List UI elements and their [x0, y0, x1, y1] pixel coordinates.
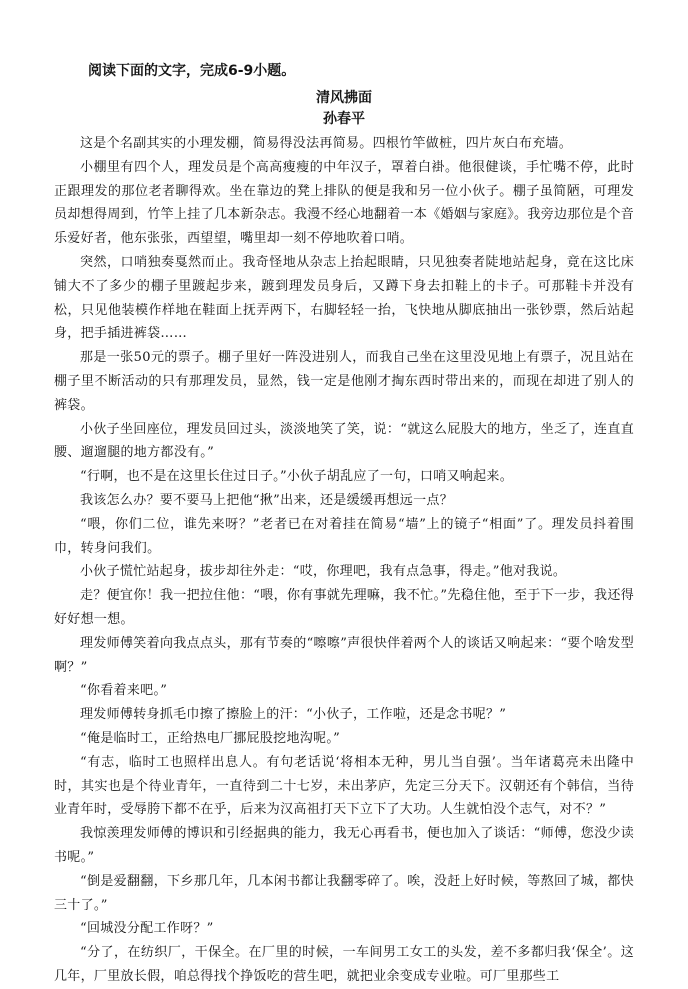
paragraph: 理发师傅转身抓毛巾擦了擦脸上的汗：“小伙子，工作啦，还是念书呢？”	[80, 707, 507, 723]
paragraph: 我该怎么办？要不要马上把他“揪”出来，还是缓缓再想远一点？	[80, 492, 453, 508]
story-title: 清风拂面	[316, 90, 372, 106]
paragraph: 突然，口哨独奏戛然而止。我奇怪地从杂志上抬起眼睛，只见独奏者陡地站起身，竟在这比床铺大不了多少的棚子里踱起步来，踱到理发员身后，又蹲下身去扣鞋上的卡子。可那鞋卡并没有松，只见他装模作样地在鞋面上抚弄两下，右脚轻轻一抬，飞快地从脚底抽出一张钞票，然后站起身，把手插进裤袋……	[54, 254, 634, 342]
paragraph: 这是个名副其实的小理发棚，简易得没法再简易。四根竹竿做桩，四片灰白布充墙。	[80, 136, 573, 151]
paragraph: “倒是爱翻翻，下乡那几年，几本闲书都让我翻零碎了。唉，没赶上好时候，等熬回了城，都快三十了。”	[54, 873, 634, 913]
paragraph: 小伙子坐回座位，理发员回过头，淡淡地笑了笑，说：“就这么屁股大的地方，坐乏了，连直直腰、遛遛腿的地方都没有。”	[54, 421, 634, 461]
story-author: 孙春平	[323, 111, 365, 127]
paragraph: “行啊，也不是在这里长住过日子。”小伙子胡乱应了一句，口哨又响起来。	[80, 469, 513, 485]
story-body	[54, 132, 634, 989]
paragraph: 我惊羡理发师傅的博识和引经据典的能力，我无心再看书，便也加入了谈话：“师傅，您没少读书呢。”	[54, 826, 634, 865]
paragraph: “分了，在纺织厂，干保全。在厂里的时候，一车间男工女工的头发，差不多都归我‘保全’。这几年，厂里放长假，咱总得找个挣饭吃的营生吧，就把业余变成专业啦。可厂里那些工	[54, 945, 634, 984]
paragraph: “你看着来吧。”	[80, 683, 168, 699]
reading-instruction: 阅读下面的文字，完成6-9小题。	[88, 63, 296, 79]
paragraph: 小棚里有四个人，理发员是个高高瘦瘦的中年汉子，罩着白褂。他很健谈，手忙嘴不停，此时正跟理发的那位老者聊得欢。坐在靠边的凳上排队的便是我和另一位小伙子。棚子虽简陋，可理发员却想得周到，竹竿上挂了几本新杂志。我漫不经心地翻着一本《婚姻与家庭》。我旁边那位是个音乐爱好者，他东张张，西望望，嘴里却一刻不停地吹着口哨。	[54, 159, 634, 247]
paragraph: “喂，你们二位，谁先来呀？”老者已在对着挂在简易“墙”上的镜子“相面”了。理发员抖着围巾，转身问我们。	[54, 516, 634, 556]
paragraph: “有志，临时工也照样出息人。有句老话说‘将相本无种，男儿当自强’。当年诸葛亮未出隆中时，其实也是个待业青年，一直待到二十七岁，未出茅庐，先定三分天下。汉朝还有个韩信，当待业青年时，受辱胯下都不在乎，后来为汉高祖打天下立下了大功。人生就怕没个志气，对不？”	[54, 754, 634, 818]
paragraph: 小伙子慌忙站起身，拔步却往外走：“哎，你理吧，我有点急事，得走。”他对我说。	[80, 564, 567, 580]
paragraph: “俺是临时工，正给热电厂挪屁股挖地沟呢。”	[80, 730, 341, 746]
paragraph: “回城没分配工作呀？”	[80, 921, 214, 937]
paragraph: 理发师傅笑着向我点点头，那有节奏的“嚓嚓”声很快伴着两个人的谈话又响起来：“要个啥发型啊？”	[54, 635, 634, 675]
paragraph: 走？便宜你！我一把拉住他：“喂，你有事就先理嘛，我不忙。”先稳住他，至于下一步，我还得好好想一想。	[54, 588, 634, 627]
paragraph: 那是一张50元的票子。棚子里好一阵没进别人，而我自己坐在这里没见地上有票子，况且站在棚子里不断活动的只有那理发员，显然，钱一定是他刚才掏东西时带出来的，而现在却进了别人的裤袋。	[54, 350, 634, 413]
